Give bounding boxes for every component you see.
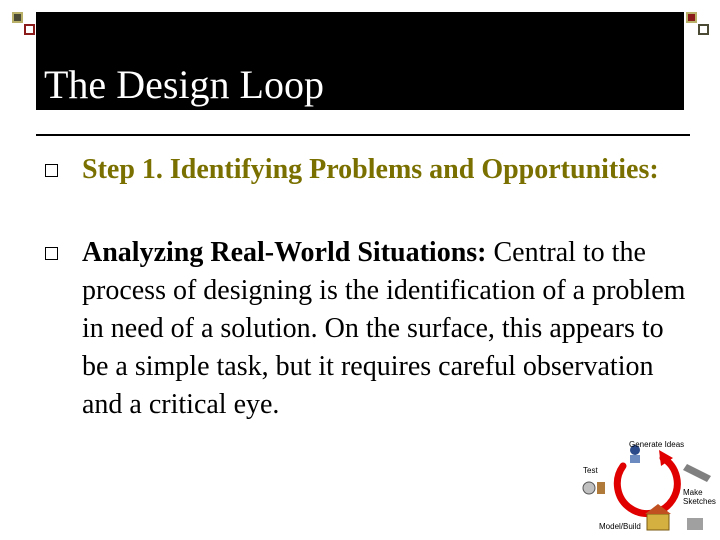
bullet-item-2 <box>82 234 692 424</box>
slide-title: The Design Loop <box>44 62 324 107</box>
label-make-sketches: Make Sketches <box>683 488 716 506</box>
bullet-1-heading: Step 1. Identifying Problems and Opportunities: <box>82 154 659 185</box>
title-bar <box>36 12 684 110</box>
bullet-marker-1 <box>45 164 58 177</box>
sketch-tools-icon <box>683 464 711 482</box>
bullet-2-bold-lead: Analyzing Real-World Situations: <box>82 237 487 268</box>
corner-square-top-right-b <box>698 24 709 35</box>
corner-square-top-left-a <box>12 12 23 23</box>
test-icon <box>583 482 595 494</box>
bullet-2-body: Central to the process of designing is the identification of a problem in need of a solution. On the surface, this appears to be a simple task, but it requires careful observation and a critical eye. <box>82 237 686 420</box>
model-build-icon <box>647 514 669 530</box>
bullet-marker-2 <box>45 247 58 260</box>
bullet-item-1 <box>82 151 692 189</box>
title-divider <box>36 134 690 136</box>
label-model-build: Model/Build <box>599 522 641 531</box>
corner-square-top-left-b <box>24 24 35 35</box>
design-loop-diagram <box>575 436 720 540</box>
label-generate-ideas: Generate Ideas <box>629 440 685 449</box>
tools-icon <box>687 518 703 530</box>
label-test: Test <box>583 466 598 475</box>
loop-arrow <box>617 458 677 514</box>
corner-square-top-right-a <box>686 12 697 23</box>
